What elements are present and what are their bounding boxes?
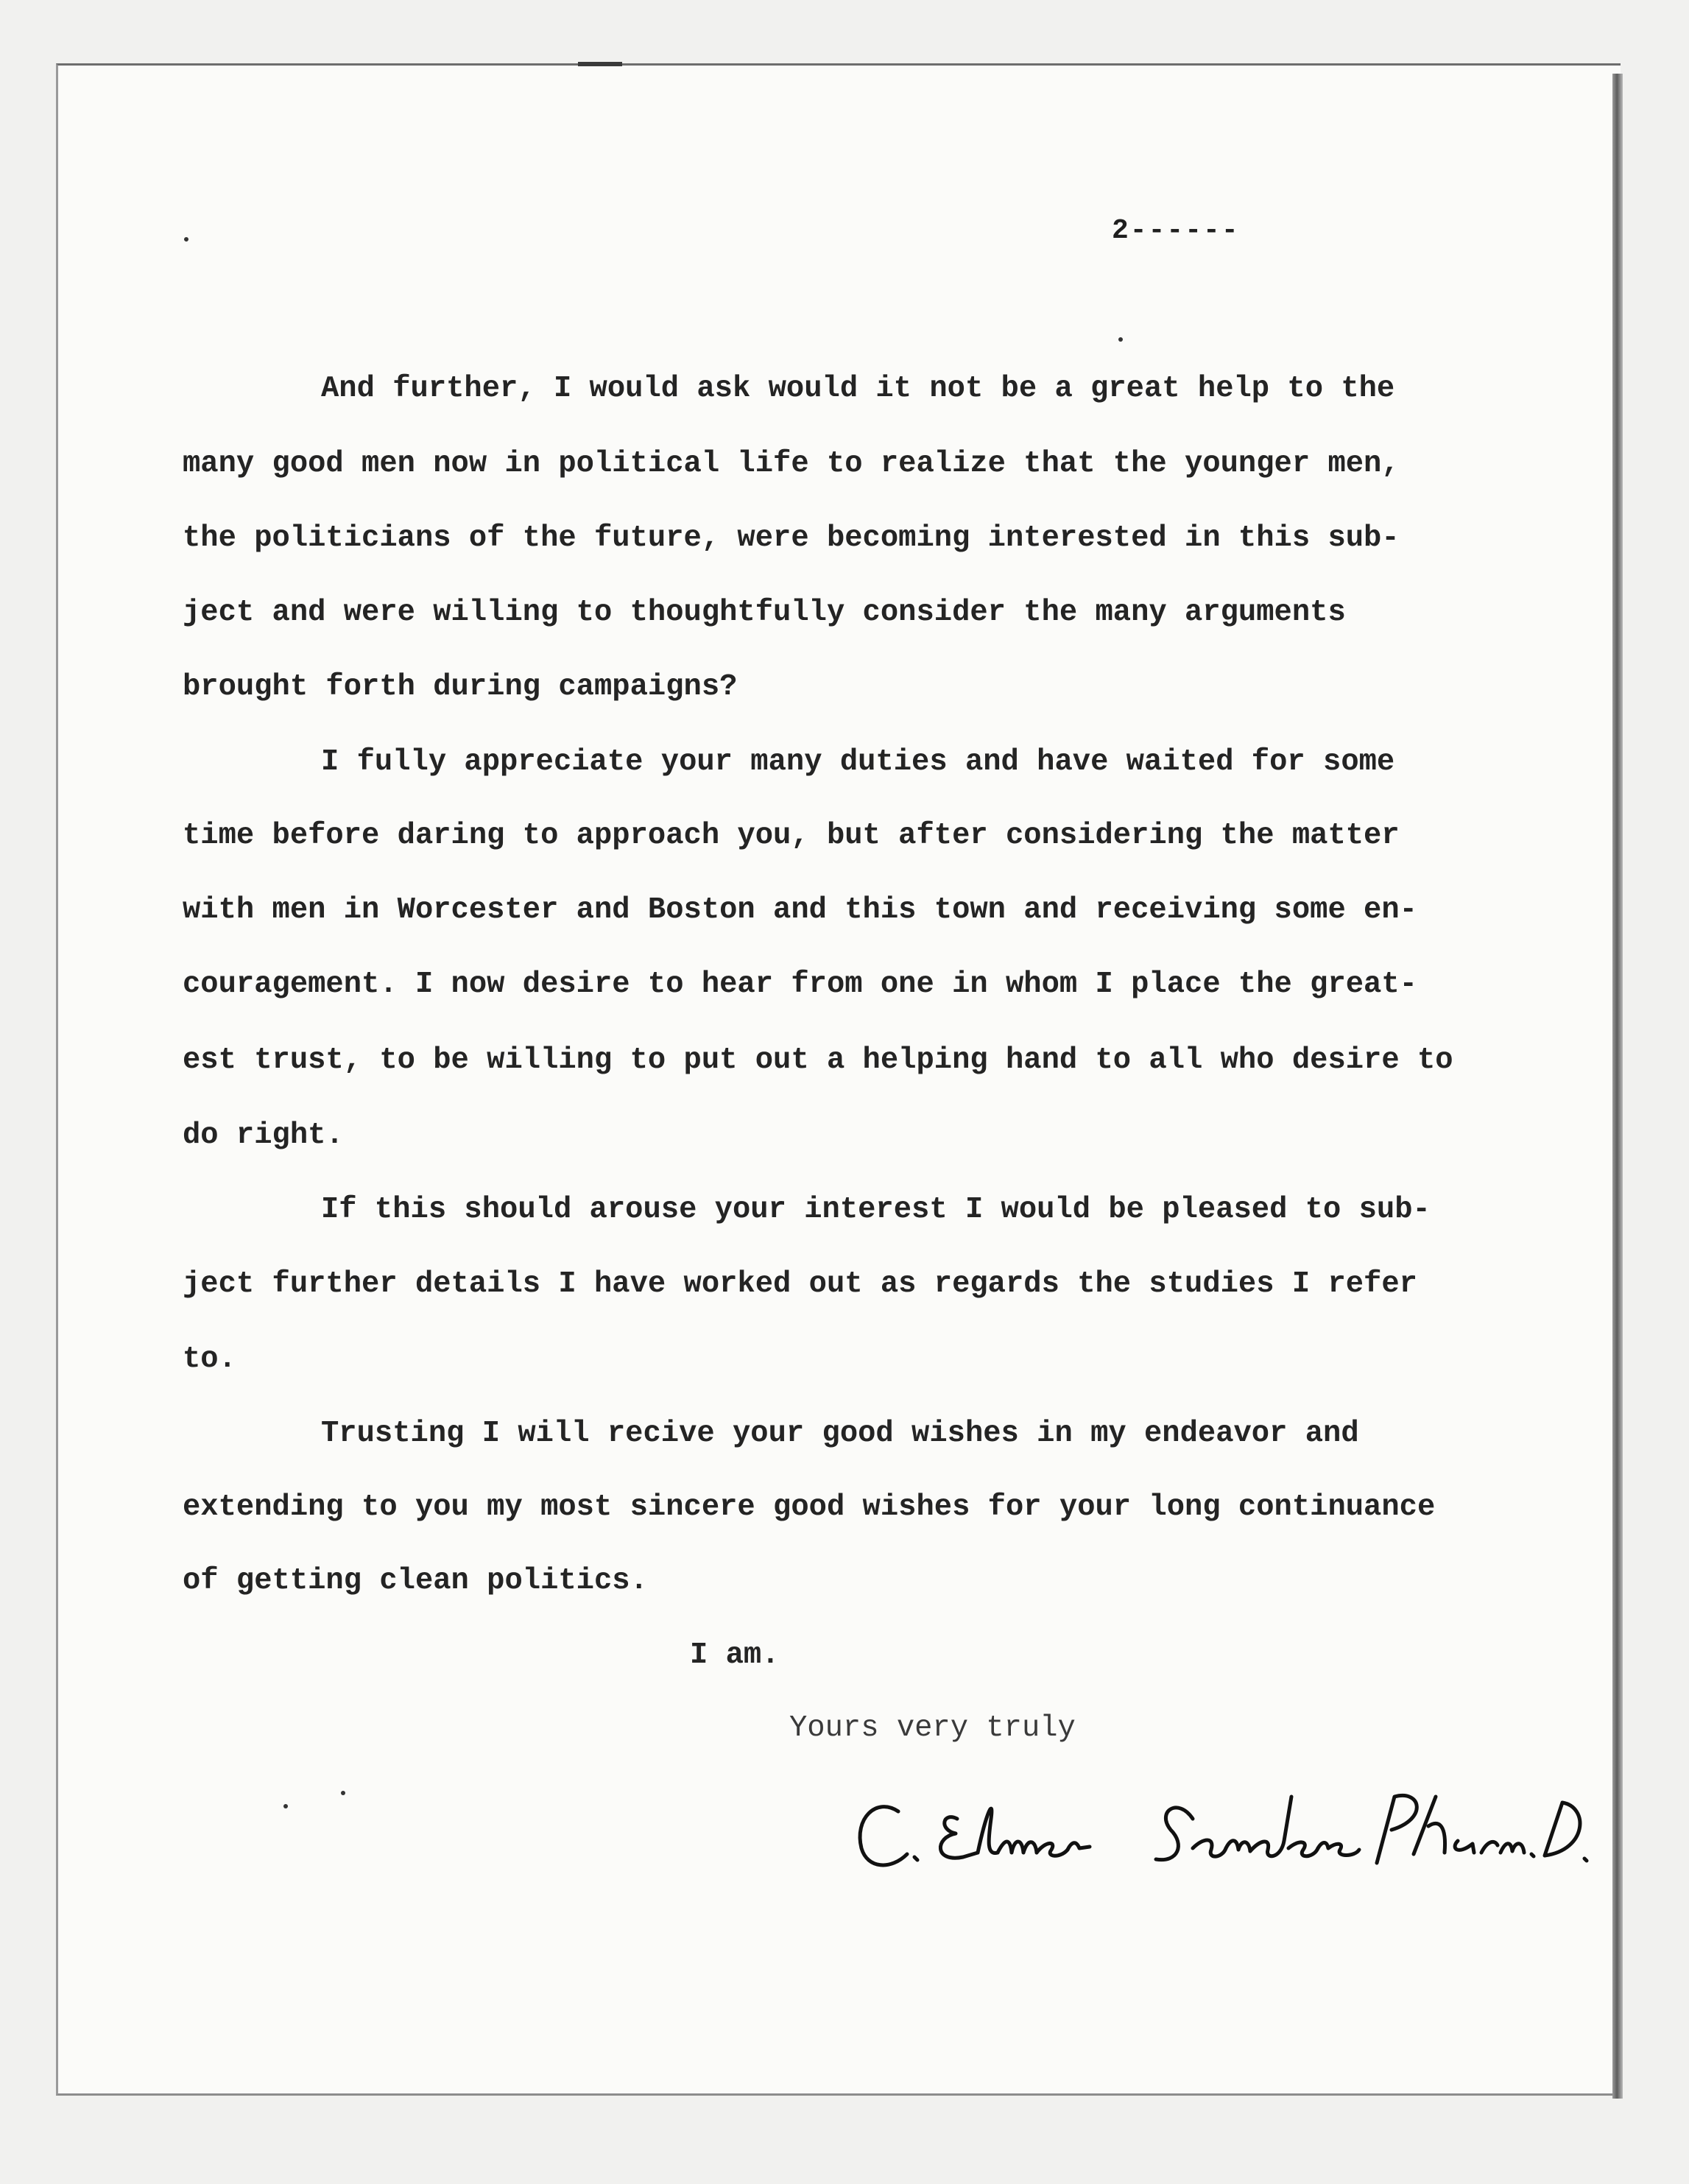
text-line: Trusting I will recive your good wishes in my endeavor and [321,1417,1359,1451]
handwritten-signature [847,1767,1598,1878]
top-edge-mark [578,62,622,66]
text-line: with men in Worcester and Boston and this town and receiving some en- [183,893,1417,927]
speck [1118,337,1123,342]
text-line: the politicians of the future, were becoming interested in this sub- [183,521,1400,555]
closing-valediction: Yours very truly [789,1711,1076,1745]
text-line: many good men now in political life to realize that the younger men, [183,447,1400,481]
text-line: time before daring to approach you, but after considering the matter [183,819,1400,853]
text-line: est trust, to be willing to put out a helping hand to all who desire to [183,1043,1453,1077]
speck [283,1804,288,1808]
text-line: And further, I would ask would it not be a great help to the [321,372,1395,406]
speck [341,1791,345,1795]
text-line: brought forth during campaigns? [183,670,738,704]
speck [184,237,188,242]
text-line: extending to you my most sincere good wishes for your long continuance [183,1490,1436,1524]
closing-salutation: I am. [690,1638,780,1672]
text-line: to. [183,1342,236,1376]
text-line: ject further details I have worked out as regards the studies I refer [183,1267,1417,1301]
text-line: do right. [183,1119,344,1152]
text-line: If this should arouse your interest I would be pleased to sub- [321,1193,1431,1227]
text-line: of getting clean politics. [183,1564,648,1598]
text-line: ject and were willing to thoughtfully consider the many arguments [183,596,1346,630]
text-line: couragement. I now desire to hear from one in whom I place the great- [183,968,1417,1001]
text-line: I fully appreciate your many duties and have waited for some [321,745,1395,779]
page-number: 2------ [1112,215,1240,247]
